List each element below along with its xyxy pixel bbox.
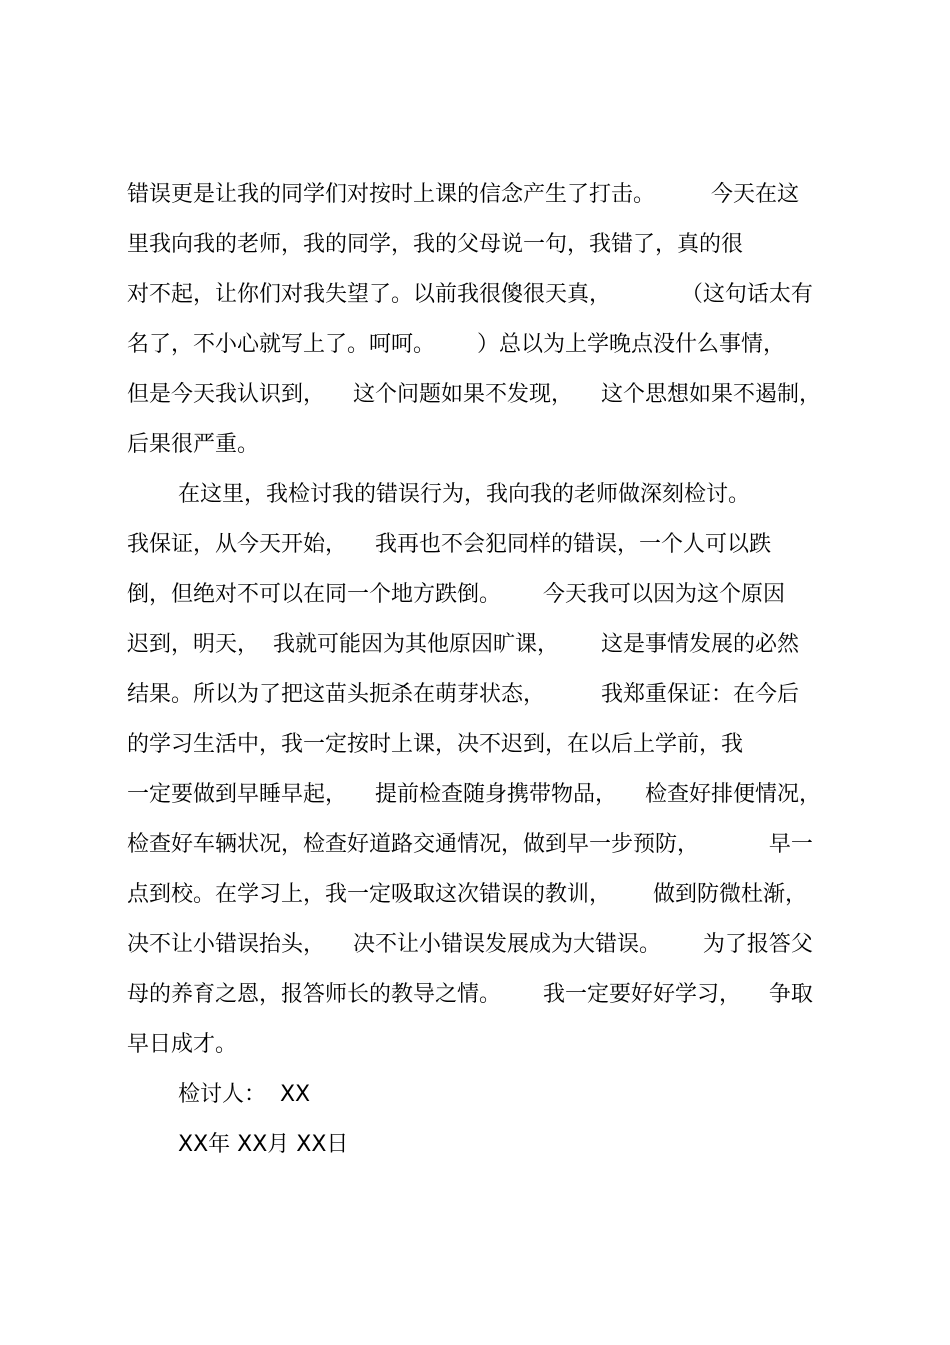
text-line: 名了，不小心就写上了。呵呵。 ）总以为上学晚点没什么事情， xyxy=(127,332,785,357)
text-line: 结果。所以为了把这苗头扼杀在萌芽状态， 我郑重保证：在今后 xyxy=(127,682,799,707)
text-line: 但是今天我认识到， 这个问题如果不发现， 这个思想如果不遏制， xyxy=(127,382,821,407)
text-line: 早日成才。 xyxy=(127,1032,238,1057)
text-line: 错误更是让我的同学们对按时上课的信念产生了打击。 今天在这 xyxy=(127,182,799,207)
text-line: 一定要做到早睡早起， 提前检查随身携带物品， 检查好排便情况， xyxy=(127,782,821,807)
text-line: 检查好车辆状况，检查好道路交通情况，做到早一步预防， 早一 xyxy=(127,832,813,857)
date-line: XX年 XX月 XX日 xyxy=(178,1132,349,1157)
text-line: 对不起，让你们对我失望了。以前我很傻很天真， （这句话太有 xyxy=(127,282,813,307)
paragraph-start-line: 在这里，我检讨我的错误行为，我向我的老师做深刻检讨。 xyxy=(178,482,751,507)
text-line: 后果很严重。 xyxy=(127,432,260,457)
text-line: 里我向我的老师，我的同学，我的父母说一句，我错了，真的很 xyxy=(127,232,744,257)
text-line: 决不让小错误抬头， 决不让小错误发展成为大错误。 为了报答父 xyxy=(127,932,813,957)
text-line: 母的养育之恩，报答师长的教导之情。 我一定要好好学习， 争取 xyxy=(127,982,813,1007)
text-line: 点到校。在学习上，我一定吸取这次错误的教训， 做到防微杜渐， xyxy=(127,882,807,907)
text-line: 的学习生活中，我一定按时上课，决不迟到，在以后上学前，我 xyxy=(127,732,744,757)
text-line: 我保证，从今天开始， 我再也不会犯同样的错误，一个人可以跌 xyxy=(127,532,771,557)
text-line: 迟到，明天， 我就可能因为其他原因旷课， 这是事情发展的必然 xyxy=(127,632,799,657)
signature-line: 检讨人： XX xyxy=(178,1082,311,1107)
text-line: 倒，但绝对不可以在同一个地方跌倒。 今天我可以因为这个原因 xyxy=(127,582,785,607)
